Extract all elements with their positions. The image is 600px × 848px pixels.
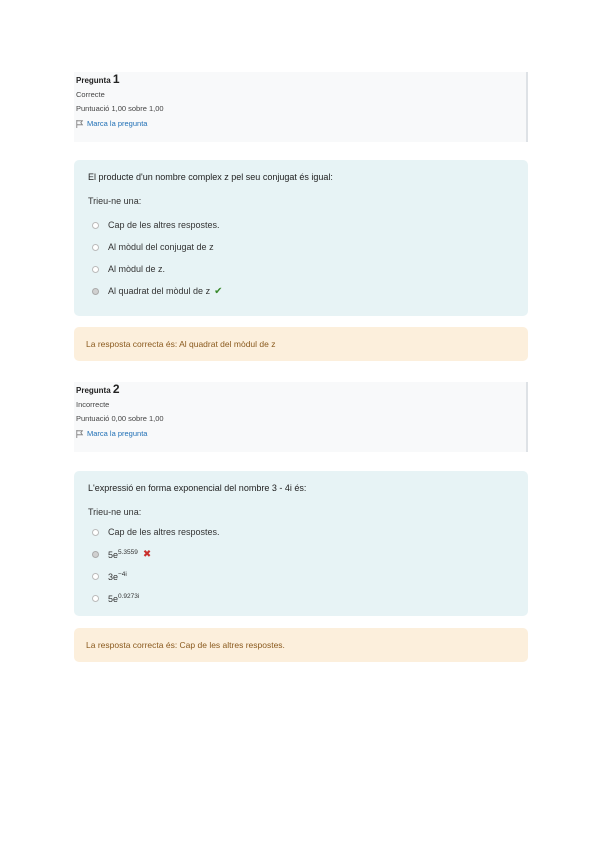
flag-question-link[interactable]: Marca la pregunta xyxy=(76,429,526,438)
answer-option[interactable]: Al mòdul de z. xyxy=(88,258,514,280)
question-grade: Puntuació 0,00 sobre 1,00 xyxy=(76,414,164,423)
answer-formula: $3e^{-4i}$ xyxy=(108,570,127,582)
radio-button[interactable] xyxy=(92,222,99,229)
answer-prompt: Trieu-ne una: xyxy=(88,507,142,517)
answer-formula: $5e^{5.3559}$ xyxy=(108,548,138,560)
answer-list xyxy=(88,214,514,302)
question-number: Pregunta 2 xyxy=(76,382,120,396)
flag-question-link[interactable]: Marca la pregunta xyxy=(76,119,526,128)
question-text: L'expressió en forma exponencial del nombre 3 - 4i és: xyxy=(88,483,307,493)
answer-option[interactable]: Al quadrat del mòdul de z ✔ xyxy=(88,280,514,302)
radio-button[interactable] xyxy=(92,595,99,602)
question-state: Incorrecte xyxy=(76,400,110,409)
radio-button[interactable] xyxy=(92,529,99,536)
radio-button-checked[interactable] xyxy=(92,288,99,295)
incorrect-cross-icon: ✖ xyxy=(142,548,152,560)
answer-option[interactable] xyxy=(88,587,514,609)
radio-button[interactable] xyxy=(92,244,99,251)
answer-option[interactable]: Cap de les altres respostes. xyxy=(88,214,514,236)
radio-button-checked[interactable] xyxy=(92,551,99,558)
question-state: Correcte xyxy=(76,90,105,99)
answer-option[interactable]: Cap de les altres respostes. xyxy=(88,521,514,543)
answer-option[interactable] xyxy=(88,565,514,587)
flag-icon xyxy=(76,430,84,438)
radio-button[interactable] xyxy=(92,266,99,273)
question-1-info xyxy=(74,72,528,142)
question-text: El producte d'un nombre complex z pel seu conjugat és igual: xyxy=(88,172,333,182)
question-2-feedback: La resposta correcta és: Cap de les altres respostes. xyxy=(74,628,528,662)
flag-icon xyxy=(76,120,84,128)
question-grade: Puntuació 1,00 sobre 1,00 xyxy=(76,104,164,113)
question-number: Pregunta 1 xyxy=(76,72,120,86)
answer-list xyxy=(88,521,514,609)
radio-button[interactable] xyxy=(92,573,99,580)
question-1-formulation xyxy=(74,160,528,316)
answer-prompt: Trieu-ne una: xyxy=(88,196,142,206)
answer-option[interactable] xyxy=(88,543,514,565)
question-2-formulation xyxy=(74,471,528,616)
correct-check-icon: ✔ xyxy=(214,285,223,297)
answer-formula: $5e^{0.9273i}$ xyxy=(108,592,140,604)
question-1-feedback: La resposta correcta és: Al quadrat del mòdul de z xyxy=(74,327,528,361)
question-2-info xyxy=(74,382,528,452)
answer-option[interactable]: Al mòdul del conjugat de z xyxy=(88,236,514,258)
